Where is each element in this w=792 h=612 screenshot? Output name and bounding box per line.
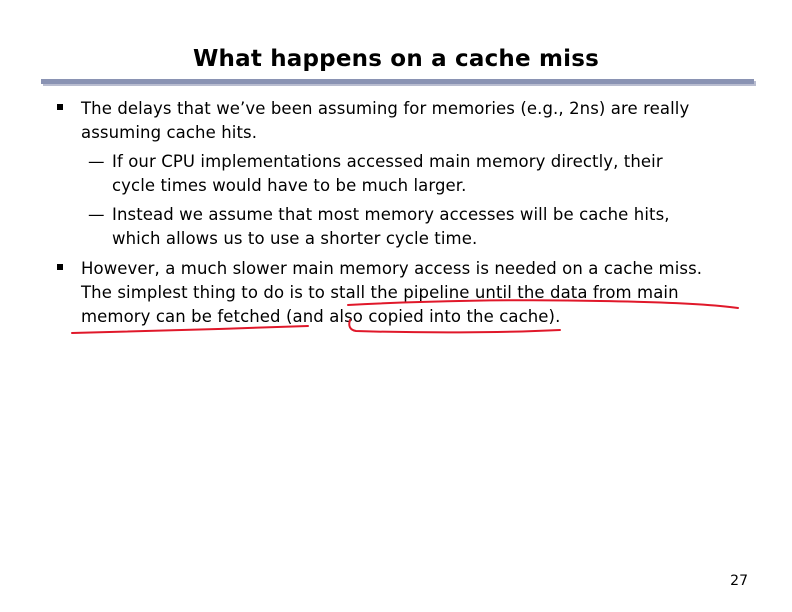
title-divider [41,79,754,84]
bullet-2-line-1: However, a much slower main memory access is needed on a cache miss. [81,259,703,278]
sub-bullet-1-line-2: cycle times would have to be much larger. [112,176,467,195]
bullet-marker-2 [57,264,63,270]
bullet-2-line-2: The simplest thing to do is to stall the pipeline until the data from main [81,283,679,302]
slide-title: What happens on a cache miss [192,46,600,72]
sub-bullet-2-line-1: Instead we assume that most memory accesses will be cache hits, [112,205,670,224]
bullet-2-line-3: memory can be fetched (and also copied into the cache). [81,307,561,326]
bullet-1-line-1: The delays that we’ve been assuming for memories (e.g., 2ns) are really [81,99,690,118]
sub-bullet-2-line-2: which allows us to use a shorter cycle time. [112,229,478,248]
underline-memory-can-be-fetched [72,326,308,333]
sub-bullet-marker-1: — [88,152,105,171]
bullet-1-line-2: assuming cache hits. [81,123,258,142]
bullet-marker-1 [57,104,63,110]
sub-bullet-marker-2: — [88,205,105,224]
sub-bullet-1-line-1: If our CPU implementations accessed main memory directly, their [112,152,663,171]
page-number: 27 [730,573,748,589]
